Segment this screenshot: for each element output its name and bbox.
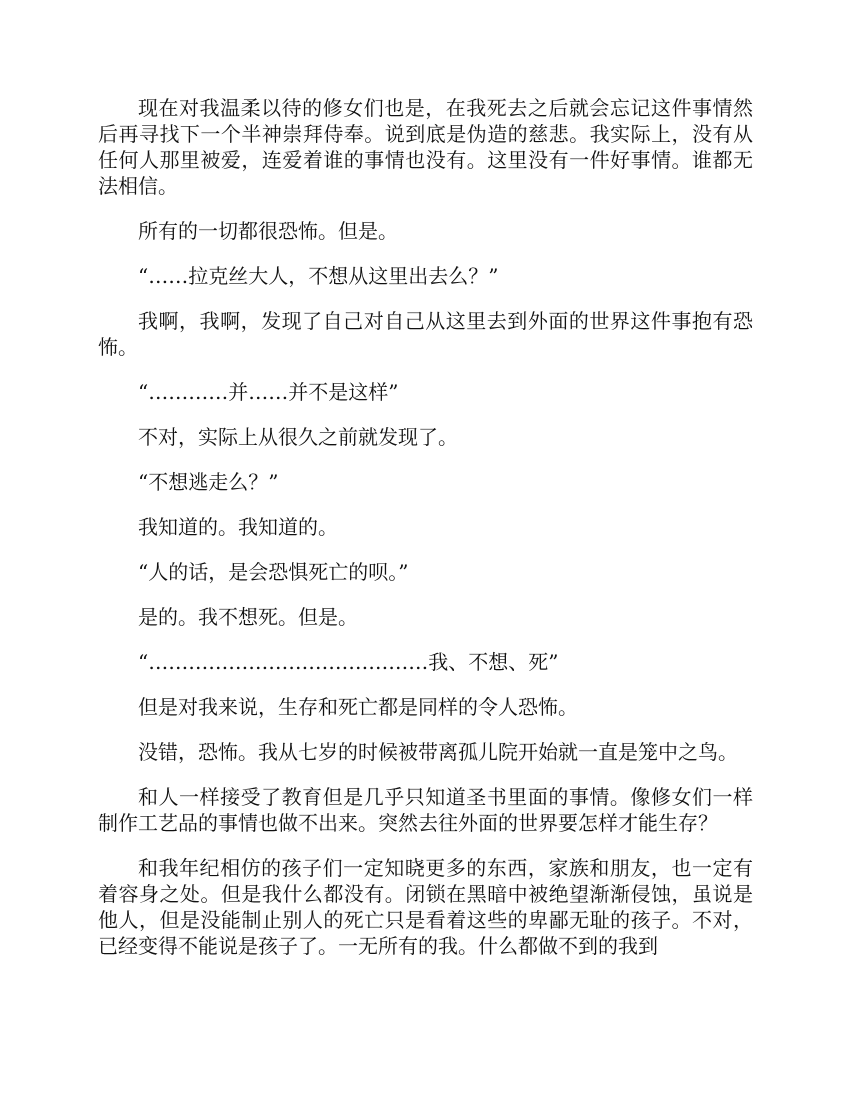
paragraph: 我知道的。我知道的。 <box>138 515 338 539</box>
paragraph: 我啊，我啊，发现了自己对自己从这里去到外面的世界这件事抱有恐怖。 <box>98 309 753 359</box>
document-body <box>98 95 753 978</box>
paragraph: 不对，实际上从很久之前就发现了。 <box>138 425 458 449</box>
paragraph: 和我年纪相仿的孩子们一定知晓更多的东西，家族和朋友，也一定有着容身之处。但是我什么都没有。闭锁在黑暗中被绝望渐渐侵蚀，虽说是他人，但是没能制止别人的死亡只是看着这些的卑鄙无耻的孩子。不对，已经变得不能说是孩子了。一无所有的我。什么都做不到的我到 <box>98 856 753 958</box>
paragraph: 和人一样接受了教育但是几乎只知道圣书里面的事情。像修女们一样制作工艺品的事情也做不出来。突然去往外面的世界要怎样才能生存？ <box>98 785 753 835</box>
paragraph: 所有的一切都很恐怖。但是。 <box>138 219 398 243</box>
paragraph: 是的。我不想死。但是。 <box>138 605 358 629</box>
paragraph: “…………并……并不是这样” <box>138 380 399 404</box>
paragraph: “不想逃走么？” <box>138 470 279 494</box>
paragraph: “……………………………………我、不想、死” <box>138 650 559 674</box>
paragraph: 现在对我温柔以待的修女们也是，在我死去之后就会忘记这件事情然后再寻找下一个半神崇拜侍奉。说到底是伪造的慈悲。我实际上，没有从任何人那里被爱，连爱着谁的事情也没有。这里没有一件好事情。谁都无法相信。 <box>98 96 753 198</box>
paragraph: 没错，恐怖。我从七岁的时候被带离孤儿院开始就一直是笼中之鸟。 <box>138 740 738 764</box>
paragraph: “人的话，是会恐惧死亡的呗。” <box>138 560 409 584</box>
paragraph: “……拉克丝大人，不想从这里出去么？” <box>138 264 499 288</box>
paragraph: 但是对我来说，生存和死亡都是同样的令人恐怖。 <box>138 695 578 719</box>
